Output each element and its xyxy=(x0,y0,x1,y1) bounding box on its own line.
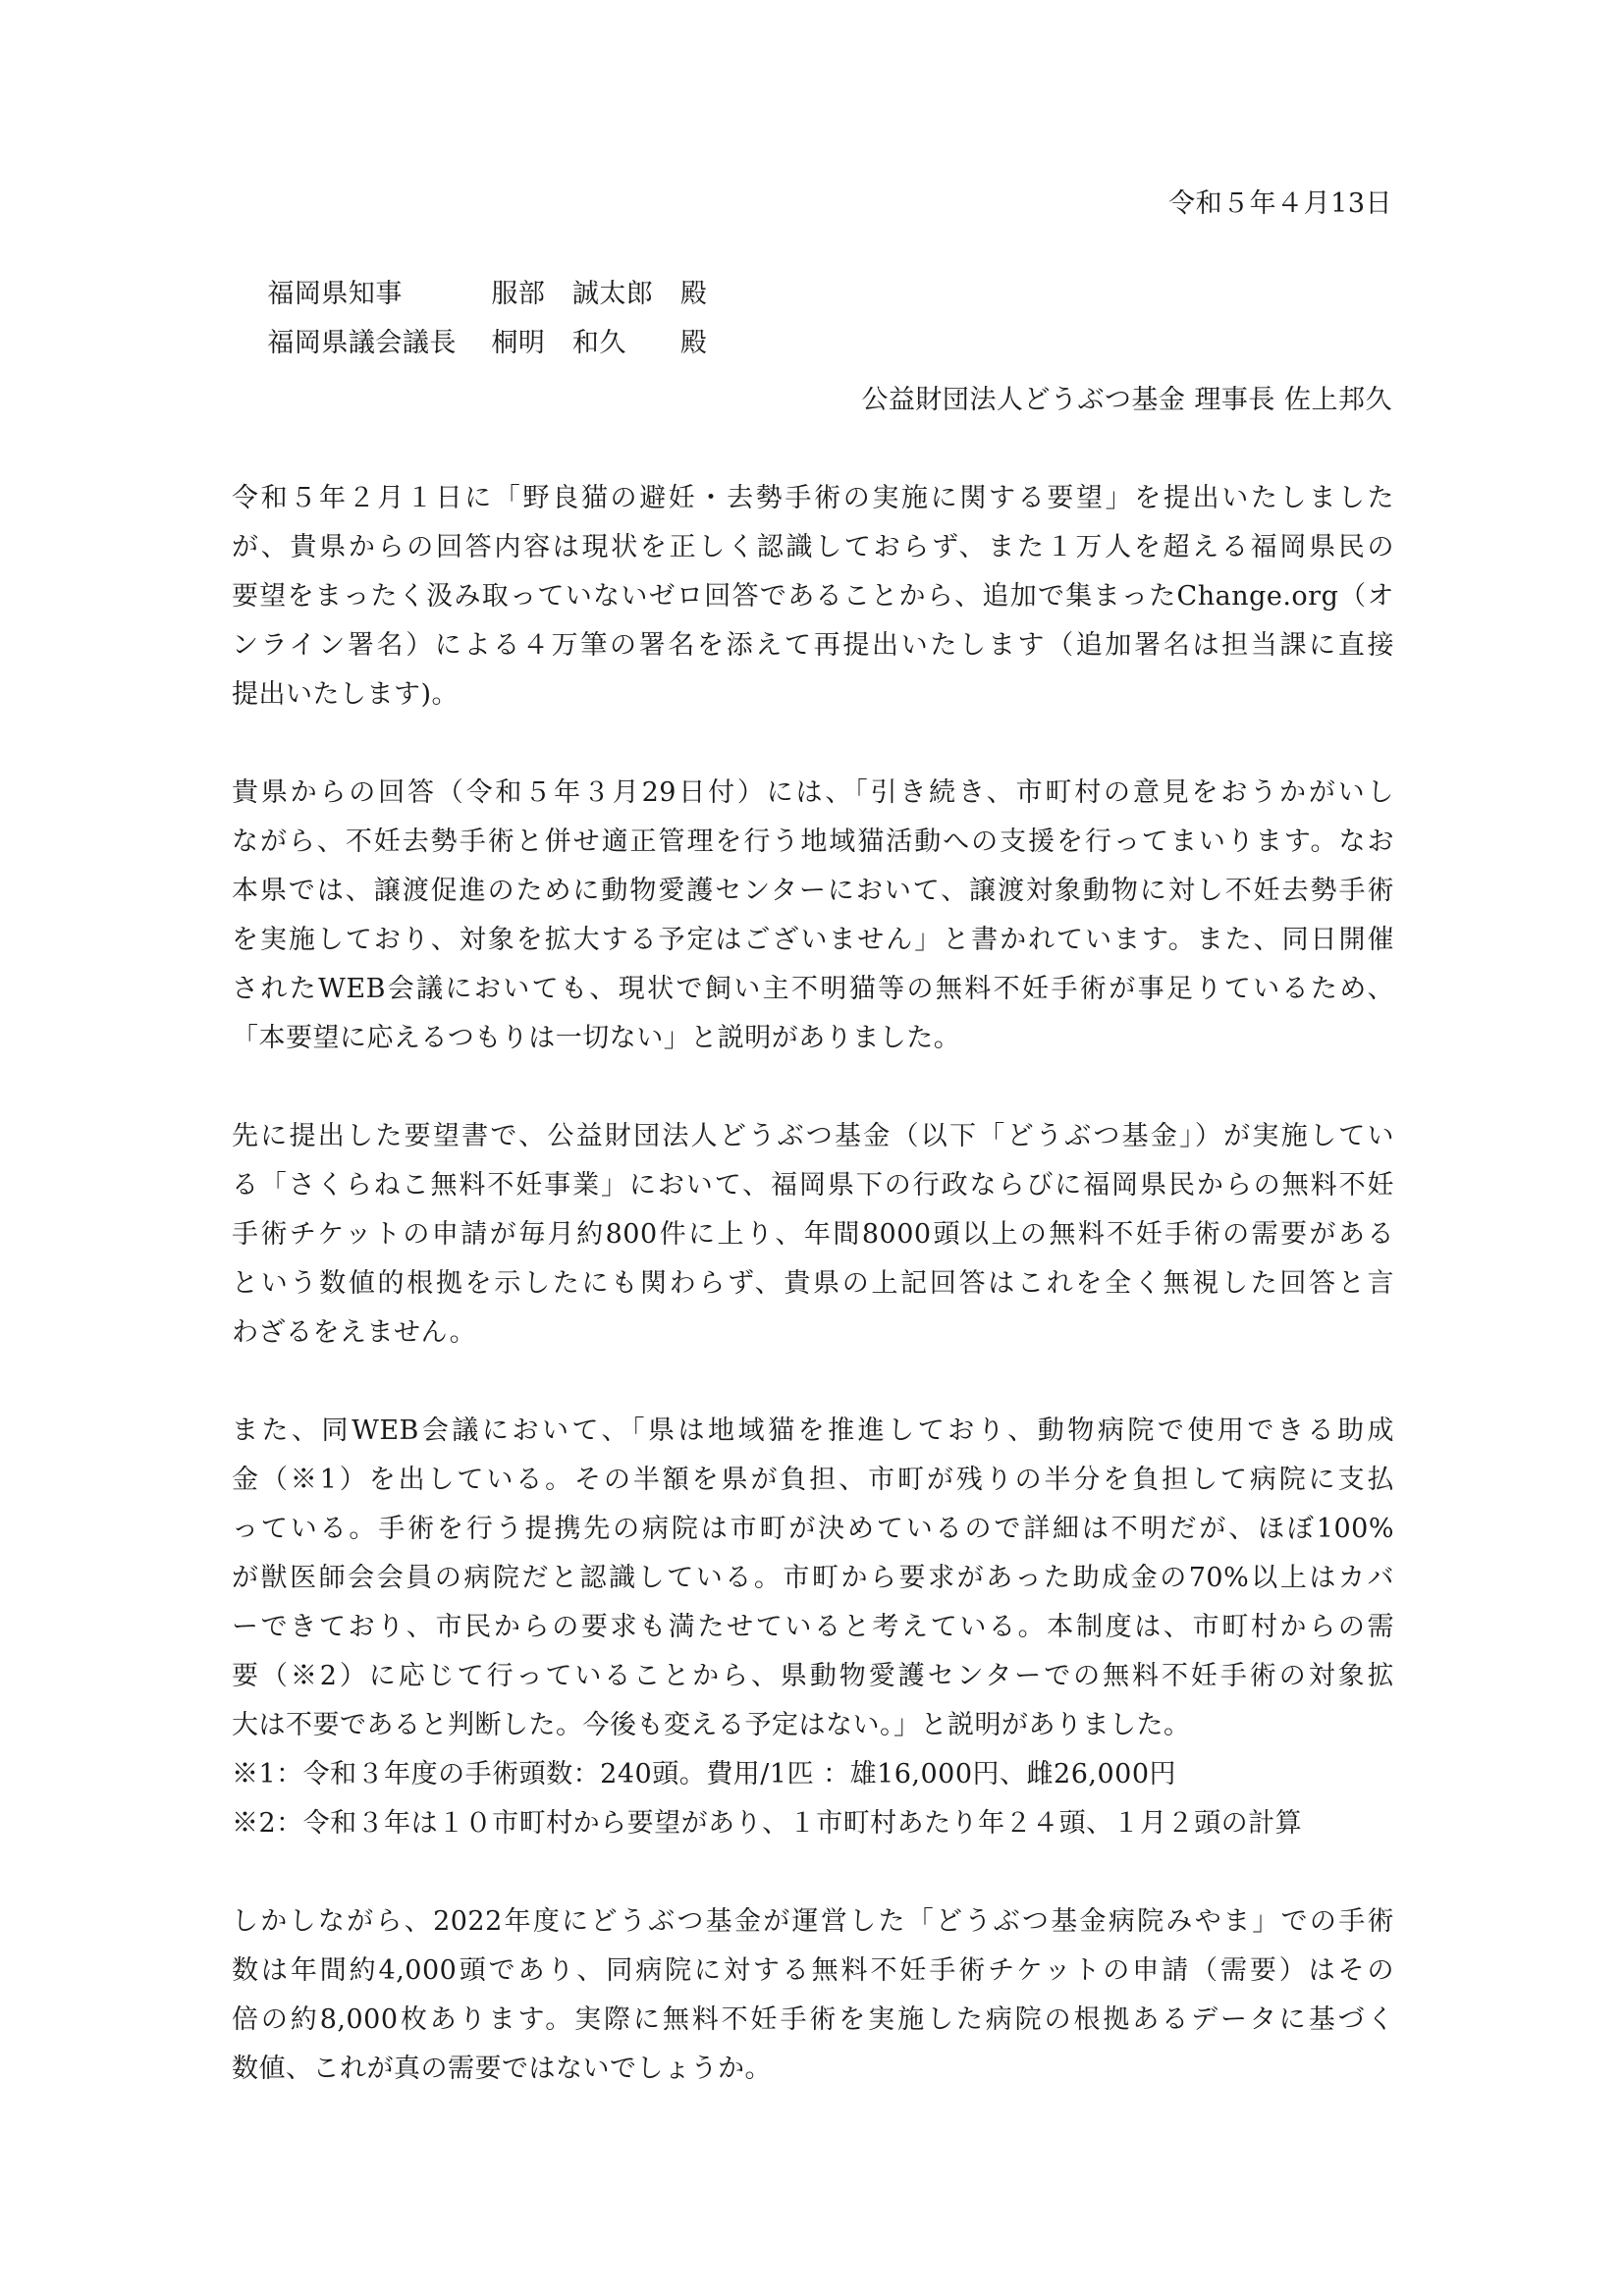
footnote-1: ※1：令和３年度の手術頭数：240頭。費用/1匹 ：雄16,000円、雌26,000円 xyxy=(232,1759,1177,1789)
paragraph-line: 要（※2）に応じて行っていることから、県動物愛護センターでの無料不妊手術の対象拡 xyxy=(232,1661,1394,1691)
paragraph-line: 金（※1）を出している。その半額を県が負担、市町が残りの半分を負担して病院に支払 xyxy=(232,1465,1394,1495)
paragraph-true-demand xyxy=(232,1902,1394,2099)
paragraph-line: ンライン署名）による４万筆の署名を添えて再提出いたします（追加署名は担当課に直接 xyxy=(232,630,1394,661)
letter-date: 令和５年４月13日 xyxy=(1168,188,1392,219)
addressee-chairman xyxy=(232,285,707,402)
paragraph-line: 要望をまったく汲み取っていないゼロ回答であることから、追加で集まったChange.org（オ xyxy=(232,581,1394,612)
paragraph-line: る「さくらねこ無料不妊事業」において、福岡県下の行政ならびに福岡県民からの無料不妊 xyxy=(232,1170,1394,1201)
sender: 公益財団法人どうぶつ基金 理事長 佐上邦久 xyxy=(861,385,1392,415)
paragraph-line: という数値的根拠を示したにも関わらず、貴県の上記回答はこれを全く無視した回答と言 xyxy=(232,1268,1394,1299)
paragraph-line: が獣医師会会員の病院だと認識している。市町から要求があった助成金の70%以上はカバ xyxy=(232,1563,1394,1593)
paragraph-line: ーできており、市民からの要求も満たせていると考えている。本制度は、市町村からの需 xyxy=(232,1612,1394,1642)
footnote-2: ※2：令和３年は１０市町村から要望があり、１市町村あたり年２４頭、１月２頭の計算 xyxy=(232,1808,1303,1839)
paragraph-line: が、貴県からの回答内容は現状を正しく認識しておらず、また１万人を超える福岡県民の xyxy=(232,532,1394,562)
addressee-title: 福岡県議会議長 xyxy=(267,328,457,358)
paragraph-line: 大は不要であると判断した。今後も変える予定はない。」と説明がありました。 xyxy=(232,1710,1191,1740)
paragraph-prefecture-response xyxy=(232,774,1394,1068)
paragraph-line: 提出いたします)。 xyxy=(232,679,460,710)
paragraph-line: 先に提出した要望書で、公益財団法人どうぶつ基金（以下「どうぶつ基金」）が実施してい xyxy=(232,1121,1394,1151)
paragraph-line: 「本要望に応えるつもりは一切ない」と説明がありました。 xyxy=(232,1023,961,1053)
paragraph-line: 貴県からの回答（令和５年３月29日付）には、「引き続き、市町村の意見をおうかがいし xyxy=(232,777,1394,808)
addressee-person: 服部 誠太郎 殿 xyxy=(491,279,708,309)
addressee-title: 福岡県知事 xyxy=(267,279,403,309)
paragraph-line: ながら、不妊去勢手術と併せ適正管理を行う地域猫活動への支援を行ってまいります。なお xyxy=(232,827,1394,857)
addressee-person: 桐明 和久 殿 xyxy=(491,328,708,358)
paragraph-resubmission xyxy=(232,479,1394,724)
paragraph-line: 倍の約8,000枚あります。実際に無料不妊手術を実施した病院の根拠あるデータに基づく xyxy=(232,2004,1394,2035)
paragraph-web-meeting xyxy=(232,1412,1394,1853)
paragraph-line: 令和５年２月１日に「野良猫の避妊・去勢手術の実施に関する要望」を提出いたしました xyxy=(232,483,1394,513)
paragraph-demand-evidence xyxy=(232,1117,1394,1362)
paragraph-line: しかしながら、2022年度にどうぶつ基金が運営した「どうぶつ基金病院みやま」での手術 xyxy=(232,1906,1394,1937)
paragraph-line: 数値、これが真の需要ではないでしょうか。 xyxy=(232,2054,772,2084)
paragraph-line: を実施しており、対象を拡大する予定はございません」と書かれています。また、同日開催 xyxy=(232,925,1394,955)
paragraph-line: 手術チケットの申請が毎月約800件に上り、年間8000頭以上の無料不妊手術の需要がある xyxy=(232,1219,1394,1250)
paragraph-line: っている。手術を行う提携先の病院は市町が決めているので詳細は不明だが、ほぼ100% xyxy=(232,1514,1394,1544)
paragraph-line: 数は年間約4,000頭であり、同病院に対する無料不妊手術チケットの申請（需要）はその xyxy=(232,1955,1394,1986)
paragraph-line: されたWEB会議においても、現状で飼い主不明猫等の無料不妊手術が事足りているため、 xyxy=(232,974,1394,1004)
paragraph-line: わざるをえません。 xyxy=(232,1317,477,1348)
paragraph-line: 本県では、譲渡促進のために動物愛護センターにおいて、譲渡対象動物に対し不妊去勢手術 xyxy=(232,876,1394,906)
paragraph-line: また、同WEB会議において、「県は地域猫を推進しており、動物病院で使用できる助成 xyxy=(232,1415,1394,1446)
